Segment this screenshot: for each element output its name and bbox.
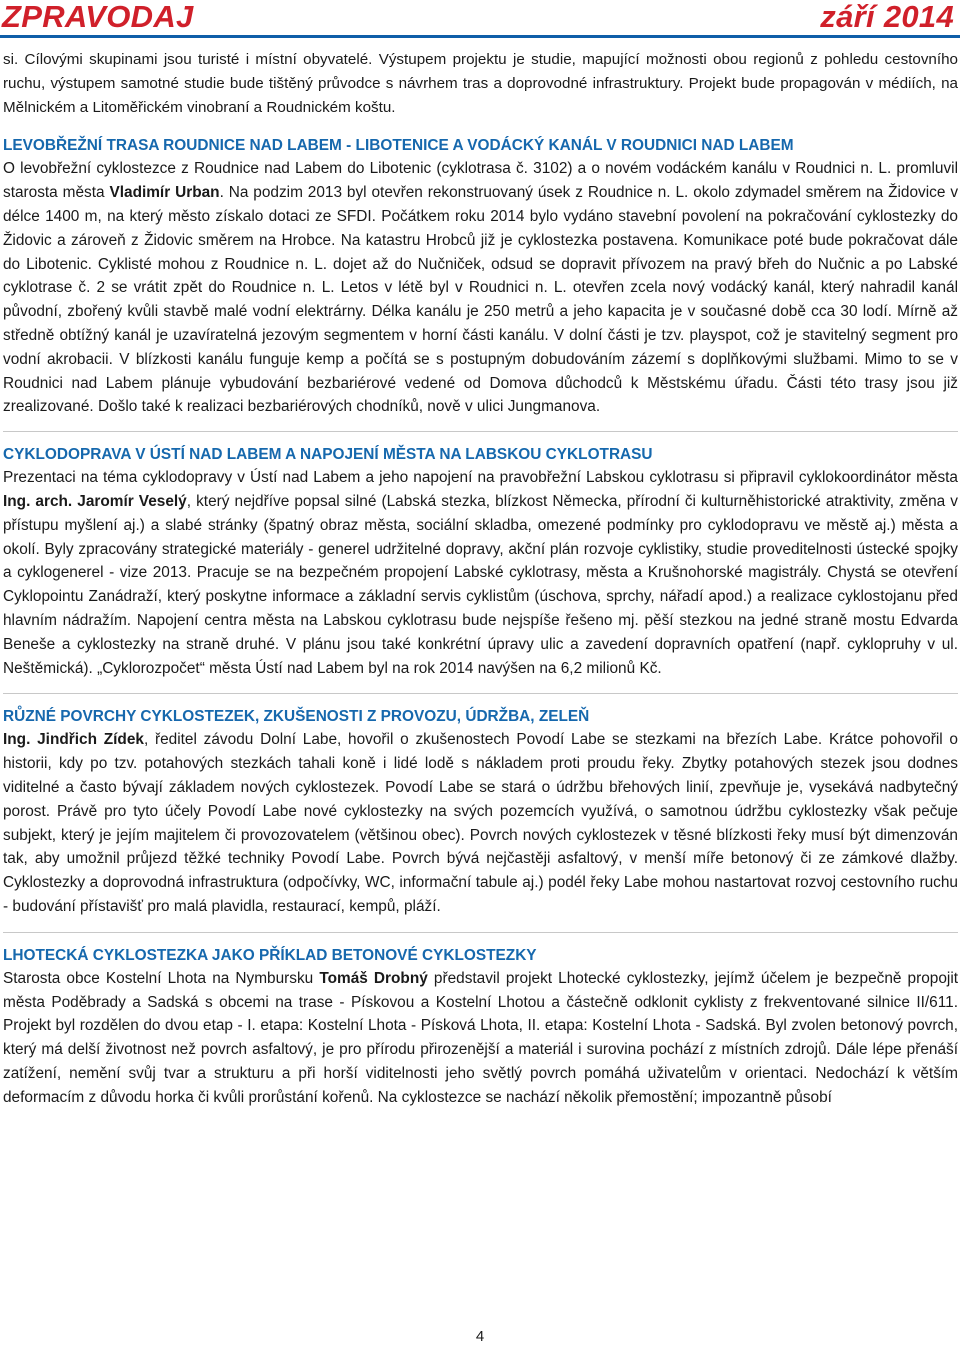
- speaker-name: Tomáš Drobný: [319, 969, 428, 987]
- speaker-name: Ing. arch. Jaromír Veselý: [3, 492, 187, 510]
- section-levobrezni-trasa: [3, 135, 958, 419]
- section-heading: CYKLODOPRAVA V ÚSTÍ NAD LABEM A NAPOJENÍ MĚSTA NA LABSKOU CYKLOTRASU: [3, 446, 653, 464]
- intro-paragraph: si. Cílovými skupinami jsou turisté i místní obyvatelé. Výstupem projektu je studie, mapující možnosti obou regionů z pohledu cestovního ruchu, výstupem samotné studie bude tištěný průvodce s návrhem tras a doprovodné infrastruktury. Projekt bude propagován v médiích, na Mělnickém a Litoměřickém vinobraní a Roudnickém koštu.: [3, 51, 958, 116]
- paragraph-text: , ředitel závodu Dolní Labe, hovořil o zkušenostech Povodí Labe se stezkami na březích Labe. Krátce pohovořil o historii, kdy po tzv. potahových stezkách tahali koně i lidé lodě s nákladem proti proudu řeky. Zbytky potahových stezek jsou dodnes viditelné a často bývají základem nových cyklostezek. Povodí Labe se stará o údržbu břehových linií, zpevňuje je, vysekává nadbytečný porost. Právě pro tyto účely Povodí Labe nové cyklostezky na svých pozemcích využívá, o samotnou údržbu cyklostezky však pečuje subjekt, který je jejím majitelem či provozovatelem (většinou obec). Povrch nových cyklostezek v těsné blízkosti řeky musí být dimenzován tak, aby umožnil průjezd těžké techniky Povodí Labe. Povrch bývá nejčastěji asfaltový, v menší míře betonový či ze zámkové dlažby. Cyklostezky a doprovodná infrastruktura (odpočívky, WC, informační tabule aj.) podél řeky Labe mohou nastartovat rozvoj cestovního ruchu - budování přístavišť pro malá plavidla, restaurací, kempů, pláží.: [3, 731, 958, 915]
- section-paragraph: [3, 466, 958, 680]
- paragraph-text: Prezentaci na téma cyklodopravy v Ústí nad Labem a jeho napojení na pravobřežní Labskou cyklotrasu si připravil cyklokoordinátor města: [3, 469, 958, 487]
- section-heading: LEVOBŘEŽNÍ TRASA ROUDNICE NAD LABEM - LIBOTENICE A VODÁCKÝ KANÁL V ROUDNICI NAD LABEM: [3, 137, 794, 155]
- section-paragraph: [3, 157, 958, 419]
- issue-date: září 2014: [820, 0, 954, 34]
- paragraph-text: , který nejdříve popsal silné (Labská stezka, blízkost Německa, přírodní či kulturněhistorické atraktivity, změna v přístupu myšlení aj.) a slabé stránky (špatný obraz města, sociální skladba, omezené podmínky pro cyklodopravu ve městě aj.) města a okolí. Byly zpracovány strategické materiály - generel udržitelné dopravy, akční plán rozvoje cyklistiky, studie proveditelnosti ústecké spojky a cyklogenerel - vize 2013. Pracuje se na bezpečném propojení Labské cyklotrasy, města a Krušnohorské magistrály. Chystá se otevření Cyklopointu Zanádraží, který poskytne informace a základní servis cyklistům (úschova, sprchy, nářadí apod.) a realizace cyklostojanu před hlavním nádražím. Napojení centra města na Labskou cyklotrasu bude nejspíše řešeno mj. pěší stezkou na jedné straně mostu Edvarda Beneše a cyklostezky na straně druhé. V plánu jsou také konkrétní úpravy ulic a zavedení dopravních opatření (např. cyklopruhy v ul. Neštěmická). „Cyklorozpočet“ města Ústí nad Labem byl na rok 2014 navýšen na 6,2 milionů Kč.: [3, 492, 959, 677]
- paragraph-text: O levobřežní cyklostezce z Roudnice nad Labem do Libotenic (cyklotrasa č. 3102) a o novém vodáckém kanálu v Roudnici n. L. promluvil starosta města: [3, 160, 958, 202]
- paragraph-text: představil projekt Lhotecké cyklostezky, jejímž účelem je bezpečně propojit města Poděbrady a Sadská s obcemi na trase - Pískovou a Kostelní Lhotou a částečně odklonit cyklisty z frekventované silnice II/611. Projekt byl rozdělen do dvou etap - I. etapa: Kostelní Lhota - Písková Lhota, II. etapa: Kostelní Lhota - Sadská. Byl zvolen betonový povrch, který má delší životnost než povrch asfaltový, je pro přírodu přirozenější a materiál i surovina pochází z místních zdrojů. Dále lépe přenáší zatížení, nemění svůj tvar a strukturu a při horší viditelnosti jeho světlý povrch pomáhá uživatelům v orientaci. Nedochází k větším deformacím z důvodu horka či kvůli prorůstání kořenů. Na cyklostezce se nachází několik přemostění; impozantně působí: [3, 969, 959, 1106]
- section-paragraph: [3, 967, 958, 1110]
- section-heading: LHOTECKÁ CYKLOSTEZKA JAKO PŘÍKLAD BETONOVÉ CYKLOSTEZKY: [3, 946, 537, 964]
- article-body: [0, 48, 960, 1109]
- speaker-name: Vladimír Urban: [109, 184, 220, 202]
- section-povrchy-cyklostezek: [3, 693, 958, 918]
- section-heading: RŮZNÉ POVRCHY CYKLOSTEZEK, ZKUŠENOSTI Z PROVOZU, ÚDRŽBA, ZELEŇ: [3, 708, 590, 726]
- paragraph-text: . Na podzim 2013 byl otevřen rekonstruovaný úsek z Roudnice n. L. okolo zdymadel směrem na Židovice v délce 1400 m, na který město získalo dotaci ze SFDI. Počátkem roku 2014 bylo vydáno stavební povolení na pokračování cyklostezky do Židovic a zároveň z Židovic směrem na Hrobce. Na katastru Hrobců již je cyklostezka postavena. Komunikace poté bude pokračovat dále do Libotenic. Cyklisté mohou z Roudnice n. L. dojet až do Nučniček, odsud se dopravit přívozem na pravý břeh do Nučnic a po Labské cyklotrase č. 2 se vrátit zpět do Roudnice n. L. Letos v létě byl v Roudnici n. L. otevřen zcela nový vodácký kanál, který nahradil kanál původní, zbořený kvůli stavbě malé vodní elektrárny. Délka kanálu je 250 metrů a jeho kapacita je v současné době cca 30 lodí. Mírně až středně obtížný kanál je uzavíratelná jezovým segmentem v horní části kanálu. V dolní části je tzv. playspot, což je stavitelný segment pro vodní akrobacii. V blízkosti kanálu funguje kemp a počítá se s postupným dobudováním zázemí s doplňkovými službami. Mimo to se v Roudnici nad Labem plánuje vybudování bezbariérové vedené od Domova důchodců k Městskému úřadu. Části této trasy jsou již zrealizované. Došlo také k realizaci bezbariérových chodníků, nově v ulici Jungmanova.: [3, 184, 959, 416]
- newsletter-header: [0, 0, 960, 38]
- section-lhotecka-cyklostezka: [3, 932, 958, 1110]
- section-cyklodoprava-usti: [3, 431, 958, 680]
- paragraph-text: Starosta obce Kostelní Lhota na Nymbursku: [3, 969, 314, 987]
- newsletter-title: ZPRAVODAJ: [2, 0, 194, 34]
- page-number: 4: [475, 1328, 485, 1345]
- section-paragraph: [3, 728, 958, 918]
- speaker-name: Ing. Jindřich Zídek: [3, 731, 144, 749]
